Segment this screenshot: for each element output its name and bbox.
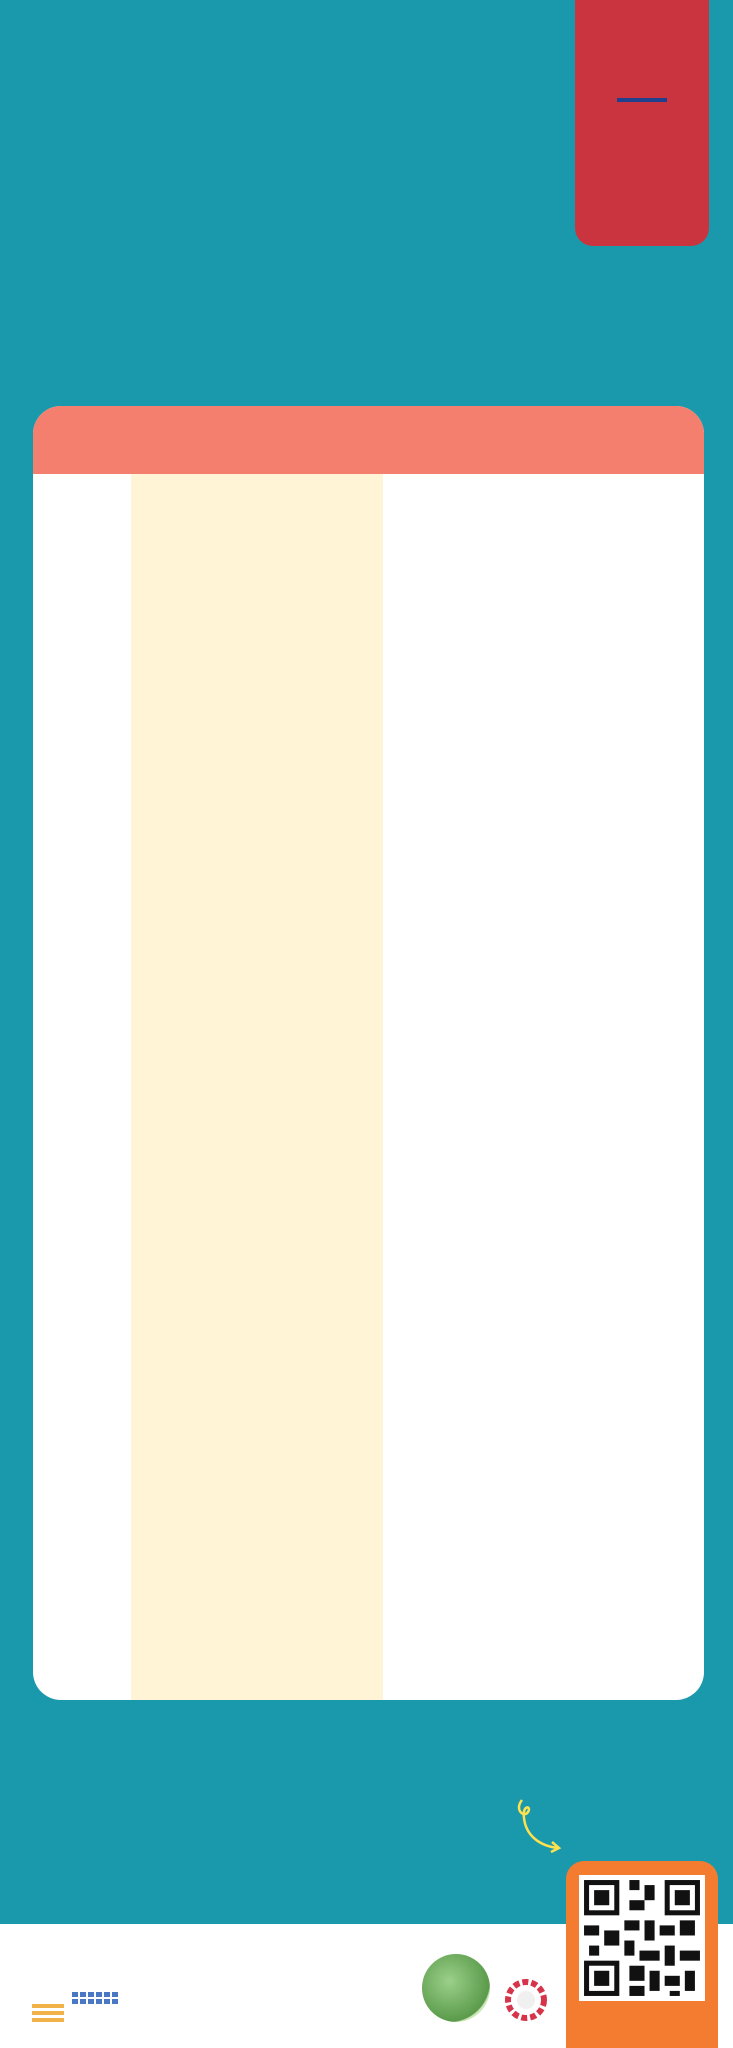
header-datum <box>33 406 131 474</box>
nature-circle-logo <box>422 1954 490 2022</box>
qr-code[interactable] <box>579 1875 705 2001</box>
kultur-bildungspark-logo <box>28 1986 128 2026</box>
header-uhrzeit <box>605 406 704 474</box>
date-badge <box>575 0 709 246</box>
event-table <box>33 406 704 1700</box>
arrow-icon <box>514 1796 564 1856</box>
header-verein <box>383 406 605 474</box>
badge-separator <box>617 98 667 102</box>
qr-code-box <box>566 1861 718 2048</box>
table-header <box>33 406 704 474</box>
vorort-logo <box>500 1954 552 2022</box>
event-column-background <box>131 474 383 1700</box>
header-veranstaltung <box>131 406 383 474</box>
